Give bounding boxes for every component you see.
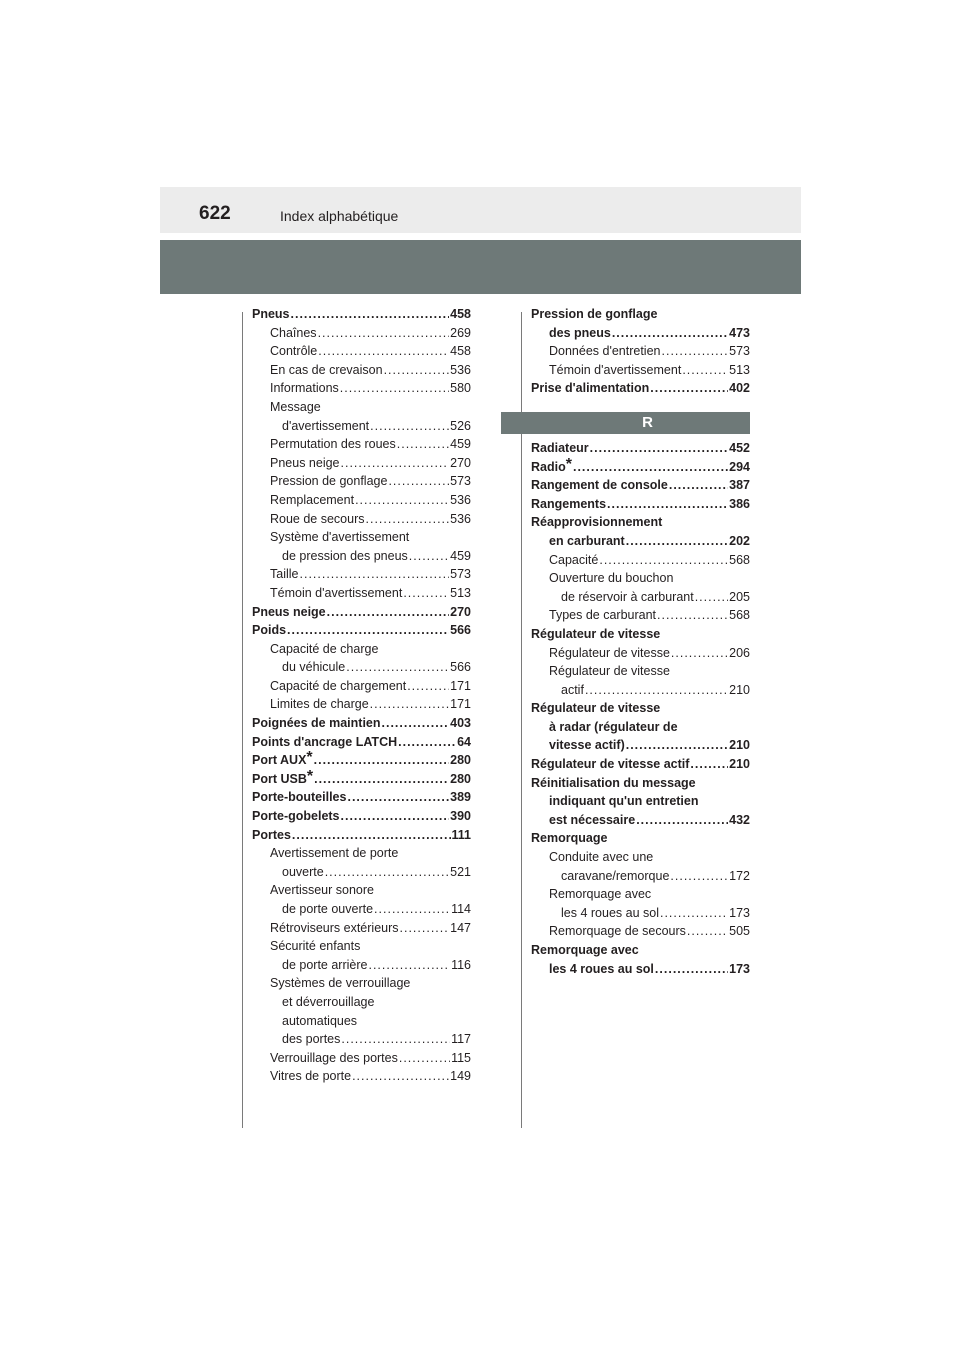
index-entry-page: 513	[729, 362, 750, 377]
index-entry	[252, 640, 471, 659]
dot-leader	[368, 956, 450, 975]
index-entry-page: 432	[729, 812, 750, 827]
dot-leader	[352, 1067, 449, 1086]
index-entry	[252, 863, 471, 882]
dot-leader	[314, 770, 449, 789]
dot-leader	[287, 621, 449, 640]
index-entry-text: ouverte	[282, 864, 324, 879]
index-entry	[252, 937, 471, 956]
footnote-star-icon: *	[565, 457, 572, 473]
index-entry-text: Capacité de chargement	[270, 678, 407, 693]
index-entry	[252, 900, 471, 919]
index-entry-text: Contrôle	[270, 344, 318, 359]
index-entry	[531, 885, 750, 904]
index-entry	[531, 569, 750, 588]
index-entry	[531, 305, 750, 324]
index-entry-page: 573	[450, 474, 471, 489]
index-entry-page: 210	[729, 757, 750, 772]
dot-leader	[590, 439, 728, 458]
index-entry-text: Capacité de charge	[270, 641, 379, 656]
index-entry	[531, 681, 750, 700]
page-title: Index alphabétique	[280, 208, 399, 224]
index-entry-page: 294	[729, 459, 750, 474]
dot-leader	[341, 454, 450, 473]
index-entry-text: Régulateur de vitesse	[549, 664, 670, 679]
index-entry-page: 111	[451, 827, 471, 842]
index-entry-text: Taille	[270, 567, 299, 582]
column-rule-left	[242, 312, 243, 1128]
index-entry-page: 566	[450, 660, 471, 675]
dot-leader	[340, 379, 449, 398]
index-entry-page: 114	[451, 902, 471, 916]
index-entry-page: 210	[729, 738, 750, 753]
index-entry	[252, 1030, 471, 1049]
index-entry-text: Remorquage avec	[549, 887, 652, 902]
index-entry-page: 458	[450, 307, 471, 321]
index-group-p-continued	[531, 305, 750, 398]
index-entry-page: 149	[450, 1069, 471, 1084]
index-entry-page: 117	[451, 1032, 471, 1047]
dot-leader	[612, 324, 728, 343]
dot-leader	[314, 751, 450, 770]
index-entry-page: 459	[450, 437, 471, 452]
dot-leader	[347, 788, 449, 807]
dot-leader	[626, 532, 728, 551]
index-entry-text: automatiques	[282, 1013, 358, 1028]
column-rule-middle	[521, 312, 522, 1128]
index-entry-page: 536	[450, 511, 471, 526]
index-entry	[252, 919, 471, 938]
index-entry-page: 173	[729, 905, 750, 920]
dot-leader	[662, 342, 729, 361]
index-entry	[252, 342, 471, 361]
index-entry	[252, 751, 471, 770]
dot-leader	[318, 342, 449, 361]
dot-leader	[407, 677, 449, 696]
index-entry	[252, 491, 471, 510]
dot-leader	[671, 644, 728, 663]
index-entry-page: 573	[729, 344, 750, 359]
index-entry	[531, 904, 750, 923]
index-entry-page: 173	[729, 961, 750, 976]
index-entry-page: 270	[450, 604, 471, 619]
index-entry-text: Remplacement	[270, 492, 355, 507]
dot-leader	[690, 755, 728, 774]
dot-leader	[341, 807, 450, 826]
index-entry-text: Données d'entretien	[549, 344, 661, 359]
index-entry	[531, 532, 750, 551]
index-entry-text: est nécessaire	[549, 812, 636, 827]
dot-leader	[657, 606, 728, 625]
index-entry-text: Verrouillage des portes	[270, 1050, 398, 1065]
index-entry	[252, 472, 471, 491]
index-entry-text: des pneus	[549, 325, 611, 340]
dot-leader	[370, 695, 449, 714]
index-entry-text: Informations	[270, 381, 339, 396]
index-entry	[252, 324, 471, 343]
index-entry	[531, 361, 750, 380]
page-number: 622	[199, 203, 231, 224]
dot-leader	[374, 900, 450, 919]
dot-leader	[650, 379, 728, 398]
index-entry-page: 573	[450, 567, 471, 582]
index-entry-page: 116	[451, 957, 471, 972]
index-entry	[531, 755, 750, 774]
index-entry	[252, 974, 471, 993]
index-entry-text: Porte-gobelets	[252, 809, 340, 824]
index-entry	[252, 510, 471, 529]
index-entry-text: en carburant	[549, 533, 625, 548]
index-entry	[252, 379, 471, 398]
index-column-left	[252, 305, 471, 1086]
footnote-star-icon: *	[306, 751, 313, 767]
index-entry-page: 566	[450, 623, 471, 638]
index-entry-text: Remorquage	[531, 831, 608, 846]
dot-leader	[318, 324, 450, 343]
index-entry	[252, 677, 471, 696]
index-entry	[531, 379, 750, 398]
index-entry	[531, 662, 750, 681]
index-entry-page: 387	[729, 478, 750, 493]
index-entry	[531, 625, 750, 644]
index-entry	[252, 714, 471, 733]
index-entry-text: Radio*	[531, 457, 572, 474]
index-entry-text: Poignées de maintien	[252, 716, 381, 731]
index-entry-page: 403	[450, 716, 471, 731]
dot-leader	[670, 867, 728, 886]
index-entry-text: Régulateur de vitesse	[531, 701, 661, 716]
dot-leader	[397, 435, 449, 454]
index-entry-text: Sécurité enfants	[270, 939, 361, 954]
index-entry	[252, 844, 471, 863]
index-entry-text: de réservoir à carburant	[561, 589, 694, 604]
index-entry-page: 202	[729, 533, 750, 548]
index-entry-text: Chaînes	[270, 325, 317, 340]
dot-leader	[682, 361, 728, 380]
index-entry-text: Capacité	[549, 552, 599, 567]
index-entry-text: Avertisseur sonore	[270, 883, 374, 898]
index-entry-text: Rangement de console	[531, 478, 668, 493]
section-letter-bar	[501, 412, 750, 434]
index-entry-text: de pression des pneus	[282, 548, 408, 563]
index-entry-text: Pneus neige	[252, 604, 326, 619]
index-entry	[252, 454, 471, 473]
index-entry-text: à radar (régulateur de	[549, 719, 678, 734]
index-entry-page: 147	[450, 920, 471, 935]
index-entry-text: Porte-bouteilles	[252, 790, 347, 805]
dot-leader	[300, 565, 450, 584]
index-entry-page: 270	[450, 455, 471, 470]
index-entry-text: Radiateur	[531, 440, 589, 455]
dot-leader	[585, 681, 728, 700]
index-entry	[252, 1067, 471, 1086]
index-entry-text: Régulateur de vitesse actif	[531, 757, 690, 772]
index-entry-text: Conduite avec une	[549, 850, 654, 865]
index-entry-text: de porte ouverte	[282, 902, 374, 916]
index-entry	[531, 792, 750, 811]
index-entry-page: 386	[729, 496, 750, 511]
index-entry	[531, 606, 750, 625]
dot-leader	[660, 904, 728, 923]
dot-leader	[341, 1030, 450, 1049]
index-entry-text: des portes	[282, 1032, 341, 1047]
dot-leader	[327, 603, 450, 622]
dot-leader	[573, 458, 728, 477]
index-entry-text: Port USB*	[252, 769, 314, 786]
index-entry	[531, 774, 750, 793]
index-entry-page: 115	[451, 1050, 471, 1065]
index-entry-text: Message	[270, 399, 321, 414]
index-entry	[252, 435, 471, 454]
index-entry	[531, 922, 750, 941]
index-entry	[531, 588, 750, 607]
dot-leader	[291, 305, 450, 324]
dot-leader	[346, 658, 449, 677]
index-entry-text: En cas de crevaison	[270, 362, 383, 377]
dot-leader	[409, 547, 449, 566]
index-entry	[531, 736, 750, 755]
index-entry-text: Prise d'alimentation	[531, 381, 650, 396]
index-entry-text: de porte arrière	[282, 957, 368, 972]
dot-leader	[669, 476, 728, 495]
index-entry-text: actif	[561, 682, 584, 697]
index-entry	[252, 956, 471, 975]
index-entry-text: Points d'ancrage LATCH	[252, 734, 398, 749]
dot-leader	[325, 863, 449, 882]
index-entry-page: 536	[450, 362, 471, 377]
index-entry-text: Pneus neige	[270, 455, 340, 470]
index-entry-text: indiquant qu'un entretien	[549, 794, 699, 809]
dot-leader	[636, 811, 728, 830]
index-entry-page: 505	[729, 924, 750, 939]
dot-leader	[398, 733, 456, 752]
index-entry-page: 459	[450, 548, 471, 563]
index-entry	[252, 398, 471, 417]
dot-leader	[403, 584, 449, 603]
index-entry-text: du véhicule	[282, 660, 346, 675]
index-entry	[531, 829, 750, 848]
index-entry-text: Pneus	[252, 307, 290, 321]
index-entry	[252, 807, 471, 826]
index-entry-text: Régulateur de vitesse	[531, 626, 661, 641]
index-entry-page: 473	[729, 325, 750, 340]
index-entry	[252, 695, 471, 714]
index-entry-page: 210	[729, 682, 750, 697]
index-entry	[531, 495, 750, 514]
index-entry	[252, 1012, 471, 1031]
index-entry	[252, 621, 471, 640]
index-entry-page: 280	[450, 753, 471, 768]
dot-leader	[626, 736, 728, 755]
index-entry-text: Réinitialisation du message	[531, 775, 696, 790]
index-entry-page: 269	[450, 325, 471, 340]
index-entry	[531, 513, 750, 532]
index-entry-text: Régulateur de vitesse	[549, 645, 670, 660]
index-entry-page: 171	[450, 678, 471, 693]
index-entry	[252, 305, 471, 324]
dot-leader	[655, 960, 728, 979]
index-entry	[252, 603, 471, 622]
index-entry	[531, 960, 750, 979]
index-entry-text: caravane/remorque	[561, 868, 670, 883]
index-entry	[531, 458, 750, 477]
title-band	[160, 240, 801, 294]
dot-leader	[384, 361, 450, 380]
index-entry	[252, 788, 471, 807]
index-entry-text: Limites de charge	[270, 697, 369, 712]
index-entry	[531, 476, 750, 495]
index-entry-text: vitesse actif)	[549, 738, 625, 753]
index-entry-page: 580	[450, 381, 471, 396]
index-entry-text: Rangements	[531, 496, 607, 511]
index-entry-page: 389	[450, 790, 471, 805]
index-entry	[252, 993, 471, 1012]
index-entry-page: 568	[729, 608, 750, 623]
index-entry	[252, 733, 471, 752]
index-entry-page: 390	[450, 809, 471, 824]
index-entry-page: 452	[729, 440, 750, 455]
index-entry-text: Remorquage de secours	[549, 924, 686, 939]
index-entry-text: les 4 roues au sol	[561, 905, 659, 920]
dot-leader	[292, 826, 451, 845]
dot-leader	[607, 495, 728, 514]
index-entry	[252, 528, 471, 547]
index-entry-text: Système d'avertissement	[270, 530, 410, 545]
dot-leader	[355, 491, 449, 510]
dot-leader	[599, 551, 728, 570]
index-entry-text: Remorquage avec	[531, 943, 639, 957]
index-entry	[531, 342, 750, 361]
index-entry	[252, 361, 471, 380]
index-entry	[531, 551, 750, 570]
index-entry-text: Vitres de porte	[270, 1069, 352, 1084]
index-entry	[252, 565, 471, 584]
dot-leader	[370, 417, 449, 436]
index-entry	[531, 699, 750, 718]
section-letter: R	[642, 413, 653, 431]
index-entry-page: 526	[450, 418, 471, 433]
index-entry	[252, 770, 471, 789]
index-entry-text: Poids	[252, 623, 287, 638]
index-entry	[252, 826, 471, 845]
index-entry-page: 536	[450, 492, 471, 507]
dot-leader	[366, 510, 450, 529]
index-entry	[531, 811, 750, 830]
dot-leader	[695, 588, 728, 607]
index-entry-text: Pression de gonflage	[531, 307, 658, 321]
index-entry-text: et déverrouillage	[282, 994, 375, 1009]
index-entry-text: Avertissement de porte	[270, 846, 399, 861]
index-entry	[531, 848, 750, 867]
dot-leader	[399, 1049, 450, 1068]
index-entry	[531, 941, 750, 960]
index-entry-text: Systèmes de verrouillage	[270, 976, 411, 991]
index-entry-page: 206	[729, 645, 750, 660]
dot-leader	[687, 922, 728, 941]
index-entry-page: 64	[457, 734, 471, 749]
dot-leader	[388, 472, 449, 491]
index-entry	[252, 1049, 471, 1068]
index-entry	[252, 547, 471, 566]
index-entry-text: Témoin d'avertissement	[549, 362, 682, 377]
index-entry-text: Réapprovisionnement	[531, 515, 663, 530]
index-entry	[531, 439, 750, 458]
index-entry-page: 458	[450, 344, 471, 359]
index-entry-page: 171	[450, 697, 471, 712]
index-entry-page: 172	[729, 868, 750, 883]
footnote-star-icon: *	[306, 769, 314, 785]
index-entry-page: 402	[729, 381, 750, 396]
index-entry-page: 513	[450, 585, 471, 600]
index-entry-text: Portes	[252, 827, 291, 842]
index-entry-page: 568	[729, 552, 750, 567]
index-entry	[252, 881, 471, 900]
index-entry-page: 205	[729, 589, 750, 604]
index-entry-page: 280	[450, 771, 471, 786]
index-entry	[531, 867, 750, 886]
index-entry	[252, 658, 471, 677]
index-entry	[531, 644, 750, 663]
header-band	[160, 187, 801, 233]
index-entry-text: d'avertissement	[282, 418, 370, 433]
index-entry-text: Port AUX*	[252, 751, 313, 768]
index-entry-page: 521	[450, 864, 471, 879]
index-entry-text: Types de carburant	[549, 608, 657, 623]
dot-leader	[400, 919, 450, 938]
index-column-right	[531, 305, 750, 978]
index-entry	[531, 718, 750, 737]
index-entry	[252, 584, 471, 603]
index-entry	[252, 417, 471, 436]
index-entry-text: Roue de secours	[270, 511, 365, 526]
index-entry	[531, 324, 750, 343]
index-entry-text: les 4 roues au sol	[549, 961, 654, 976]
index-group-r	[531, 439, 750, 978]
index-entry-text: Ouverture du bouchon	[549, 571, 674, 586]
index-entry-text: Témoin d'avertissement	[270, 585, 403, 600]
index-entry-text: Rétroviseurs extérieurs	[270, 920, 399, 935]
index-entry-text: Permutation des roues	[270, 437, 396, 452]
dot-leader	[382, 714, 450, 733]
index-entry-text: Pression de gonflage	[270, 474, 388, 489]
